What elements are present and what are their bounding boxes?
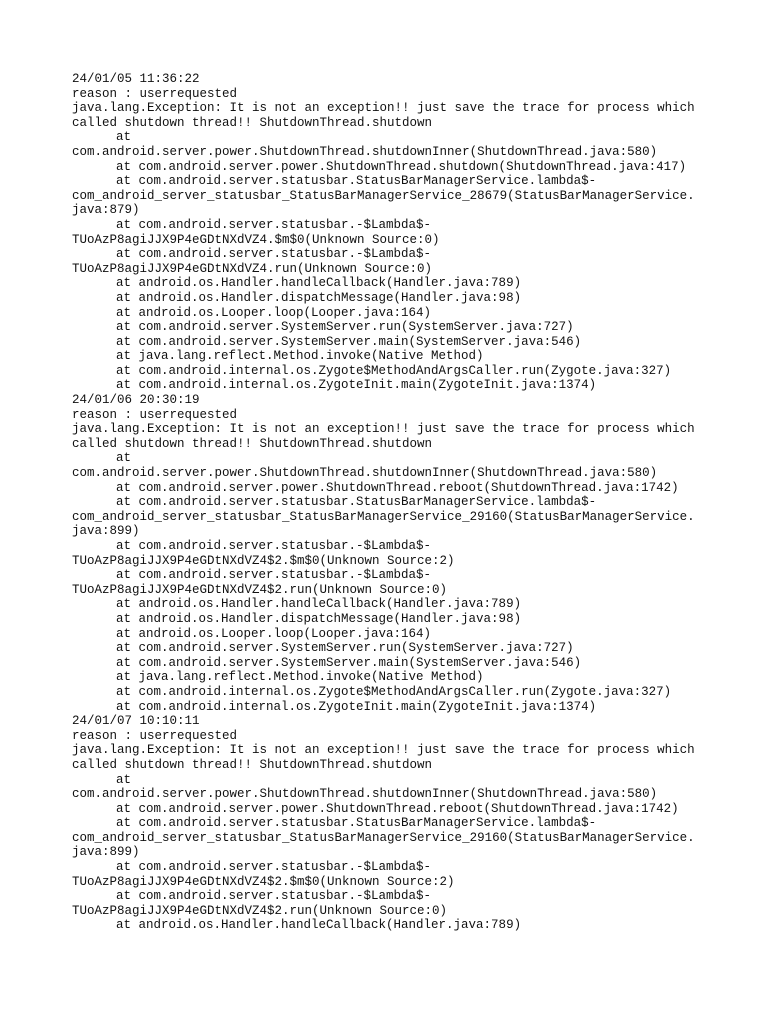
log-line: java:899): [72, 524, 140, 539]
log-line: at com.android.server.statusbar.-$Lambda$-: [116, 539, 432, 553]
log-line: at com.android.server.statusbar.-$Lambda$-: [116, 860, 432, 875]
log-line: at com.android.internal.os.ZygoteInit.main(ZygoteInit.java:1374): [116, 378, 597, 393]
log-line: at android.os.Handler.handleCallback(Handler.java:789): [116, 918, 522, 933]
log-line: reason : userrequested: [72, 407, 238, 422]
log-line: at com.android.server.statusbar.-$Lambda$-: [116, 247, 432, 262]
log-line: com_android_server_statusbar_StatusBarManagerService_28679(StatusBarManagerService.: [72, 188, 695, 203]
log-line: java.lang.Exception: It is not an exception!! just save the trace for process which: [72, 743, 695, 758]
log-line: java.lang.Exception: It is not an exception!! just save the trace for process which: [72, 422, 695, 437]
log-line: at com.android.server.statusbar.StatusBarManagerService.lambda$-: [116, 174, 597, 189]
log-line: 24/01/05 11:36:22: [72, 72, 200, 86]
log-line: java:899): [72, 845, 140, 860]
log-line: at java.lang.reflect.Method.invoke(Native Method): [116, 349, 484, 364]
log-line: com.android.server.power.ShutdownThread.shutdownInner(ShutdownThread.java:580): [72, 144, 658, 159]
log-line: at com.android.server.statusbar.-$Lambda$-: [116, 889, 432, 904]
log-line: at java.lang.reflect.Method.invoke(Native Method): [116, 670, 484, 685]
log-line: at com.android.server.SystemServer.run(SystemServer.java:727): [116, 641, 574, 656]
log-line: TUoAzP8agiJJX9P4eGDtNXdVZ4$2.run(Unknown Source:0): [72, 582, 448, 597]
log-line: at com.android.server.SystemServer.main(SystemServer.java:546): [116, 334, 582, 349]
log-line: called shutdown thread!! ShutdownThread.shutdown: [72, 436, 433, 451]
log-line: at: [116, 772, 132, 787]
log-line: at com.android.internal.os.Zygote$MethodAndArgsCaller.run(Zygote.java:327): [116, 684, 672, 699]
log-line: TUoAzP8agiJJX9P4eGDtNXdVZ4$2.run(Unknown Source:0): [72, 903, 448, 918]
log-line: called shutdown thread!! ShutdownThread.shutdown: [72, 115, 433, 130]
log-line: at com.android.internal.os.Zygote$MethodAndArgsCaller.run(Zygote.java:327): [116, 363, 672, 378]
log-line: TUoAzP8agiJJX9P4eGDtNXdVZ4.$m$0(Unknown Source:0): [72, 232, 440, 247]
log-line: at com.android.server.statusbar.StatusBarManagerService.lambda$-: [116, 495, 597, 510]
log-line: at com.android.server.statusbar.-$Lambda$-: [116, 568, 432, 583]
log-line: TUoAzP8agiJJX9P4eGDtNXdVZ4$2.$m$0(Unknown Source:2): [72, 874, 455, 889]
log-line: com_android_server_statusbar_StatusBarManagerService_29160(StatusBarManagerService.: [72, 830, 695, 845]
log-line: java.lang.Exception: It is not an exception!! just save the trace for process which: [72, 101, 695, 116]
log-line: at com.android.internal.os.ZygoteInit.main(ZygoteInit.java:1374): [116, 699, 597, 714]
log-line: TUoAzP8agiJJX9P4eGDtNXdVZ4.run(Unknown Source:0): [72, 261, 433, 276]
log-text: [72, 72, 732, 933]
log-line: called shutdown thread!! ShutdownThread.shutdown: [72, 757, 433, 772]
log-line: at com.android.server.SystemServer.main(SystemServer.java:546): [116, 655, 582, 670]
log-line: at: [116, 451, 132, 466]
log-line: at: [116, 130, 132, 145]
log-line: reason : userrequested: [72, 728, 238, 743]
log-line: at com.android.server.statusbar.StatusBarManagerService.lambda$-: [116, 816, 597, 831]
log-line: at com.android.server.power.ShutdownThread.shutdown(ShutdownThread.java:417): [116, 159, 687, 174]
log-line: at android.os.Handler.dispatchMessage(Handler.java:98): [116, 611, 522, 626]
log-line: at android.os.Looper.loop(Looper.java:164): [116, 626, 432, 641]
log-line: com.android.server.power.ShutdownThread.shutdownInner(ShutdownThread.java:580): [72, 466, 658, 481]
log-line: at android.os.Handler.handleCallback(Handler.java:789): [116, 276, 522, 291]
log-line: at com.android.server.power.ShutdownThread.reboot(ShutdownThread.java:1742): [116, 801, 679, 816]
log-line: at com.android.server.SystemServer.run(SystemServer.java:727): [116, 320, 574, 335]
log-line: at com.android.server.power.ShutdownThread.reboot(ShutdownThread.java:1742): [116, 480, 679, 495]
log-line: at android.os.Handler.handleCallback(Handler.java:789): [116, 597, 522, 612]
log-line: at com.android.server.statusbar.-$Lambda$-: [116, 217, 432, 232]
log-line: com.android.server.power.ShutdownThread.shutdownInner(ShutdownThread.java:580): [72, 787, 658, 802]
log-line: at android.os.Handler.dispatchMessage(Handler.java:98): [116, 290, 522, 305]
log-line: reason : userrequested: [72, 86, 238, 101]
log-line: com_android_server_statusbar_StatusBarManagerService_29160(StatusBarManagerService.: [72, 509, 695, 524]
log-line: at android.os.Looper.loop(Looper.java:164): [116, 305, 432, 320]
log-line: 24/01/06 20:30:19: [72, 393, 200, 408]
log-line: 24/01/07 10:10:11: [72, 714, 200, 729]
log-line: TUoAzP8agiJJX9P4eGDtNXdVZ4$2.$m$0(Unknown Source:2): [72, 553, 455, 568]
log-line: java:879): [72, 203, 140, 218]
